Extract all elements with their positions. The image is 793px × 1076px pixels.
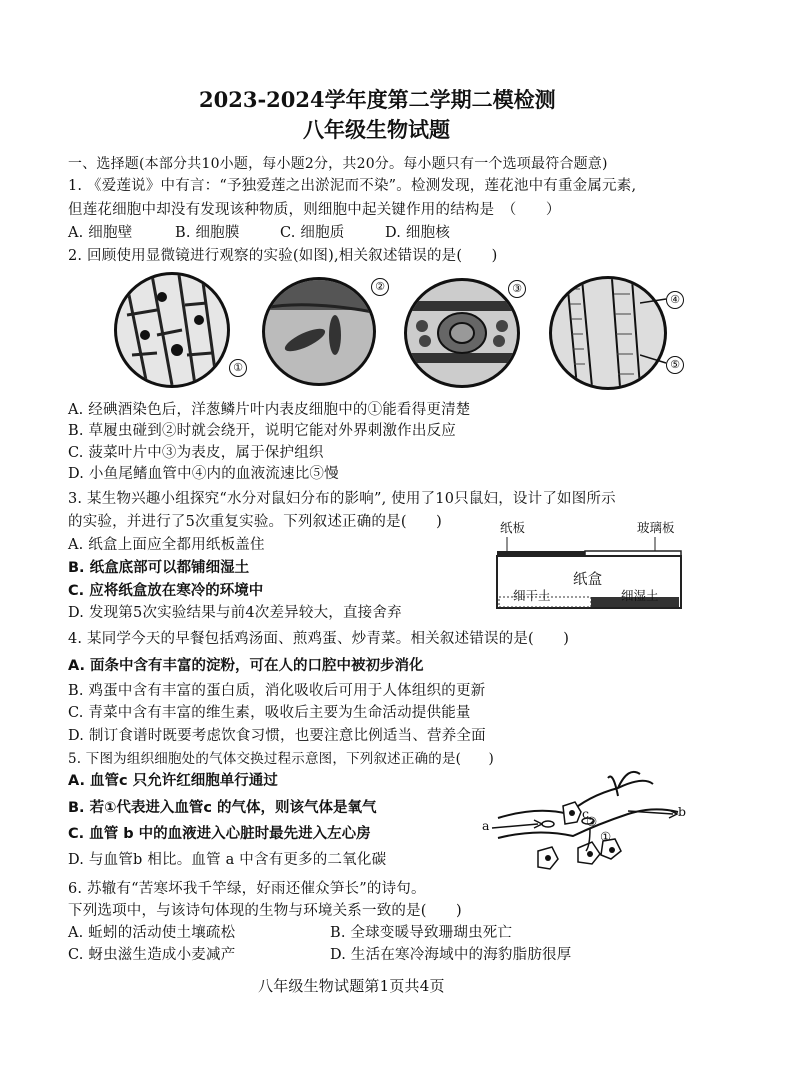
q1-option-d: D. 细胞核 [385, 225, 451, 241]
q4-option-a: A. 面条中含有丰富的淀粉，可在人的口腔中被初步消化 [68, 658, 424, 674]
q1-option-a: A. 细胞壁 [68, 225, 133, 241]
vessel-c-label: c [582, 806, 590, 821]
q3-option-a: A. 纸盒上面应全都用纸板盖住 [68, 537, 265, 553]
exam-title: 2023-2024学年度第二学期二模检测 [199, 87, 556, 112]
label-wet-soil: 细湿土 [621, 588, 659, 603]
q5-option-d: D. 与血管b 相比。血管 a 中含有更多的二氧化碳 [68, 852, 387, 868]
q5-option-b: B. 若①代表进入血管c 的气体，则该气体是氧气 [68, 800, 377, 816]
q4-option-c: C. 青菜中含有丰富的维生素，吸收后主要为生命活动提供能量 [68, 705, 471, 721]
q5-stem: 5. 下图为组织细胞处的气体交换过程示意图，下列叙述正确的是( ) [68, 751, 495, 767]
q2-stem: 2. 回顾使用显微镜进行观察的实验(如图),相关叙述错误的是( ) [68, 248, 498, 264]
q6-stem-line2: 下列选项中，与该诗句体现的生物与环境关系一致的是( ) [68, 903, 462, 919]
q3-stem-line1: 3. 某生物兴趣小组探究“水分对鼠妇分布的影响”, 使用了10只鼠妇，设计了如图所示 [68, 491, 616, 507]
section-heading: 一、选择题(本部分共10小题，每小题2分，共20分。每小题只有一个选项最符合题意) [68, 156, 608, 172]
marker-leader-lines [640, 295, 670, 365]
label-dry-soil: 细干土 [513, 588, 551, 603]
marker-3: ③ [508, 280, 526, 298]
fig-marker-2: ② [586, 814, 598, 829]
q6-stem-line1: 6. 苏辙有“苦寒坏我千竿绿，好雨还催众笋长”的诗句。 [68, 881, 426, 897]
paramecium-micrograph [262, 277, 376, 386]
q2-option-b: B. 草履虫碰到②时就会绕开，说明它能对外界刺激作出反应 [68, 423, 456, 439]
page-footer: 八年级生物试题第1页共4页 [258, 977, 445, 995]
q3-stem-line2: 的实验，并进行了5次重复实验。下列叙述正确的是( ) [68, 514, 442, 530]
q1-option-b: B. 细胞膜 [175, 225, 240, 241]
gas-exchange-figure [478, 766, 690, 878]
fig-marker-1: ① [600, 829, 612, 844]
marker-5: ⑤ [666, 356, 684, 374]
label-board: 纸板 [500, 520, 526, 535]
q3-option-c: C. 应将纸盒放在寒冷的环境中 [68, 583, 264, 599]
q3-option-b: B. 纸盒底部可以都铺细湿土 [68, 560, 250, 576]
q6-option-c: C. 蚜虫滋生造成小麦减产 [68, 947, 236, 963]
q5-option-c: C. 血管 b 中的血液进入心脏时最先进入左心房 [68, 826, 371, 842]
q6-option-b: B. 全球变暖导致珊瑚虫死亡 [330, 925, 513, 941]
q2-option-d: D. 小鱼尾鳍血管中④内的血液流速比⑤慢 [68, 466, 339, 482]
capillary-drawing [478, 766, 690, 878]
q6-option-d: D. 生活在寒冷海域中的海豹脂肪很厚 [330, 947, 572, 963]
vessel-b-label: b [678, 804, 687, 819]
onion-cell-micrograph [114, 272, 230, 388]
leaf-section-micrograph [404, 278, 520, 388]
q4-option-d: D. 制订食谱时既要考虑饮食习惯，也要注意比例适当、营养全面 [68, 728, 486, 744]
woodlouse-box-figure [495, 518, 685, 614]
marker-4: ④ [666, 291, 684, 309]
q1-stem-line1: 1. 《爱莲说》中有言：“予独爱莲之出淤泥而不染”。检测发现，莲花池中有重金属元素, [68, 178, 637, 194]
label-box: 纸盒 [573, 572, 603, 588]
marker-1: ① [229, 359, 247, 377]
exam-subtitle: 八年级生物试题 [303, 117, 450, 142]
q5-option-a: A. 血管c 只允许红细胞单行通过 [68, 773, 278, 789]
label-glass: 玻璃板 [637, 520, 675, 535]
marker-2: ② [371, 278, 389, 296]
q2-option-a: A. 经碘酒染色后，洋葱鳞片叶内表皮细胞中的①能看得更清楚 [68, 402, 471, 418]
q6-option-a: A. 蚯蚓的活动使土壤疏松 [68, 925, 236, 941]
vessel-a-label: a [482, 818, 490, 833]
q4-option-b: B. 鸡蛋中含有丰富的蛋白质，消化吸收后可用于人体组织的更新 [68, 683, 486, 699]
q3-option-d: D. 发现第5次实验结果与前4次差异较大，直接舍弃 [68, 605, 402, 621]
q1-stem-line2: 但莲花细胞中却没有发现该种物质，则细胞中起关键作用的结构是 （ ） [68, 202, 561, 218]
q4-stem: 4. 某同学今天的早餐包括鸡汤面、煎鸡蛋、炒青菜。相关叙述错误的是( ) [68, 631, 570, 647]
q2-option-c: C. 菠菜叶片中③为表皮，属于保护组织 [68, 445, 324, 461]
q1-option-c: C. 细胞质 [280, 225, 345, 241]
